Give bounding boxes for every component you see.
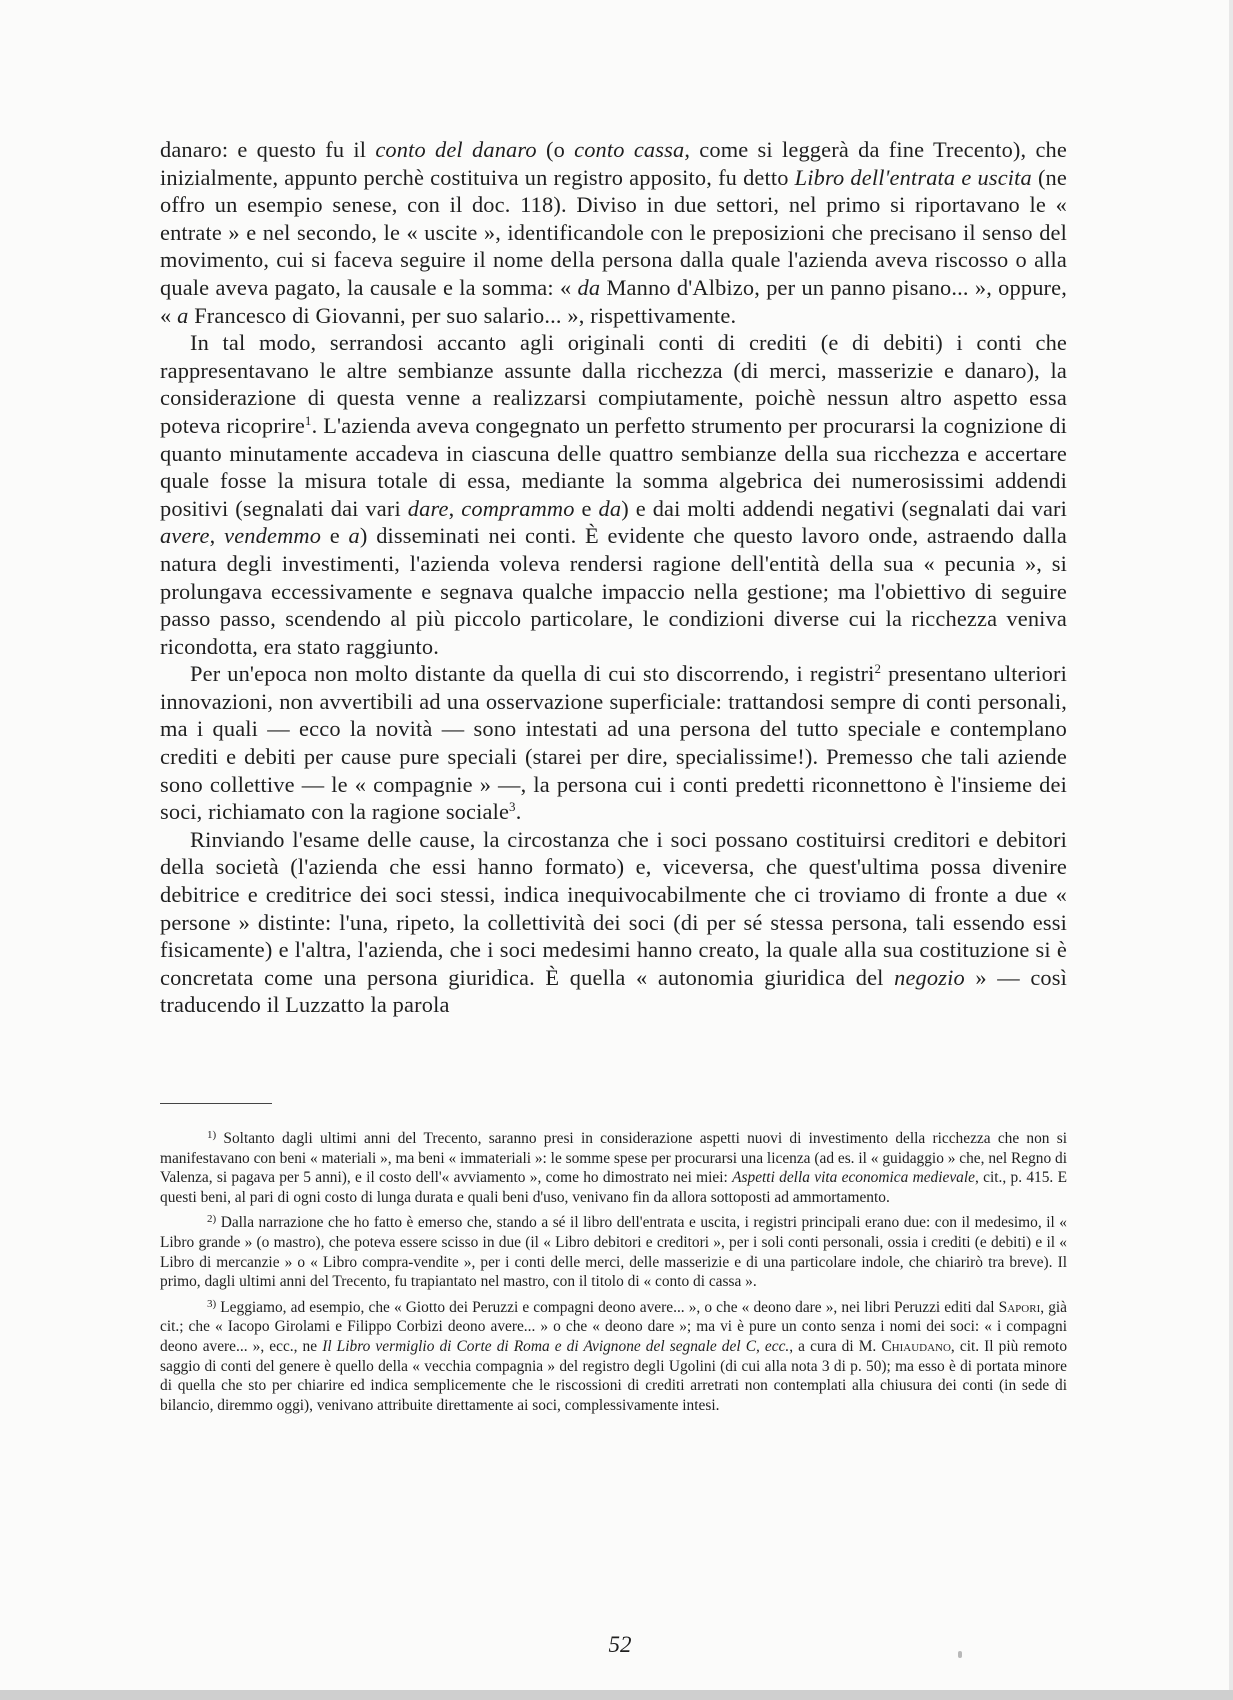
paper-speck [958,1651,962,1658]
paragraph-4: Rinviando l'esame delle cause, la circostanza che i soci possano costituirsi creditori e debitori della società (l'azienda che essi hanno formato) e, viceversa, che quest'ultima possa divenire debitrice e creditrice dei soci stessi, indica inequivocabilmente che ci troviamo di fronte a due « persone » distinte: l'una, ripeto, la collettività dei soci (di per sé stessa persona, tali essendo essi fisicamente) e l'altra, l'azienda, che i soci medesimi hanno creato, la quale alla sua costituzione si è concretata come una persona giuridica. È quella « autonomia giuridica del negozio » — così traducendo il Luzzatto la parola [160,826,1068,1018]
footnote-divider [160,1103,272,1104]
footnote-2: $^{2)}$ Dalla narrazione che ho fatto è emerso che, stando a sé il libro dell'entrata e uscita, i registri principali erano due: con il medesimo, il « Libro grande » (o mastro), che poteva essere scisso in due (il « Libro debitori e creditori », per i soli conti personali, ossia i crediti (e debiti) e il « Libro di mercanzie » o « Libro compra-vendite », per i conti delle merci, delle masserizie e di una particolare indole, che chiarirò tra breve). Il primo, dagli ultimi anni del Trecento, fu trapiantato nel mastro, con il titolo di « conto di cassa ». [160,1213,1067,1291]
footnote-ref-1: 1 [304,412,312,428]
footnote-ref-2: 2 [874,661,882,677]
footnote-3: $^{3)}$ Leggiamo, ad esempio, che « Giotto dei Peruzzi e compagni deono avere... », o che « deono dare », nei libri Peruzzi editi dal Sapori, già cit.; che « Iacopo Girolami e Filippo Corbizi deono avere... » o che « deono dare »; ma vi è pure un conto senza i nomi dei soci: « i compagni deono avere... », ecc., ne Il Libro vermiglio di Corte di Roma e di Avignone del segnale del C, ecc., a cura di M. Chiaudano, cit. Il più remoto saggio di conti del genere è quello della « vecchia compagnia » del registro degli Ugolini (di cui alla nota 3 di p. 50); ma esso è di portata minore di quella che sto per chiarire ed indica semplicemente che le riscossioni di crediti arretrati non contemplati alla chiusura dei conti (in sede di bilancio, diremmo oggi), venivano attribuite direttamente ai soci, complessivamente intesi. [160,1297,1068,1414]
paragraph-3: Per un'epoca non molto distante da quella di cui sto discorrendo, i registri$^2$ presentano ulteriori innovazioni, non avvertibili ad una osservazione superficiale: trattandosi sempre di conti personali, ma i quali — ecco la novità — sono intestati ad una persona del tutto speciale e contemplano crediti e debiti per cause pure speciali (starei per dire, specialissime!). Premesso che tali aziende sono collettive — le « compagnie » —, la persona cui i conti predetti riconnettono è l'insieme dei soci, richiamato con la ragione sociale$^3$. [160,661,1067,825]
footnotes [160,1126,1067,1418]
paragraph-1: danaro: e questo fu il conto del danaro (o conto cassa, come si leggerà da fine Trecento), che inizialmente, appunto perchè costituiva un registro apposito, fu detto Libro dell'entrata e uscita (ne offro un esempio senese, con il doc. 118). Diviso in due settori, nel primo si riportavano le « entrate » e nel secondo, le « uscite », identificandole con le preposizioni che precisano il senso del movimento, cui si faceva seguire il nome della persona dalla quale l'azienda aveva riscosso o alla quale aveva pagato, la causale e la somma: « da Manno d'Albizo, per un panno pisano... », oppure, « a Francesco di Giovanni, per suo salario... », rispettivamente. [160,137,1067,328]
footnote-ref-3: 3 [509,799,516,815]
footnote-1: $^{1)}$ Soltanto dagli ultimi anni del Trecento, saranno presi in considerazione aspetti nuovi di investimento della ricchezza che non si manifestavano con beni « materiali », ma beni « immateriali »: le somme spese per procurarsi una licenza (ad es. il « guidaggio » che, nel Regno di Valenza, si pagava per 5 anni), e il costo dell'« avviamento », come ho dimostrato nei miei: Aspetti della vita economica medievale, cit., p. 415. E questi beni, al pari di ogni costo di lunga durata e quali beni d'uso, venivano fin da allora sottoposti ad ammortamento. [160,1129,1067,1206]
scan-edge-bottom [0,1690,1233,1700]
scan-edge-right [1229,0,1233,1700]
page-number: 52 [608,1632,632,1657]
body-text [160,136,1067,1019]
paragraph-2: In tal modo, serrandosi accanto agli originali conti di crediti (e di debiti) i conti che rappresentavano le altre sembianze assunte dalla ricchezza (di merci, masserizie e danaro), la considerazione di questa venne a realizzarsi compiutamente, poichè nessun altro aspetto essa poteva ricoprire$^1$. L'azienda aveva congegnato un perfetto strumento per procurarsi la cognizione di quanto minutamente accadeva in ciascuna delle quattro sembianze della sua ricchezza e accertare quale fosse la misura totale di essa, mediante la somma algebrica dei numerosissimi addendi positivi (segnalati dai vari dare, comprammo e da) e dai molti addendi negativi (segnalati dai vari avere, vendemmo e a) disseminati nei conti. È evidente che questo lavoro onde, astraendo dalla natura degli investimenti, l'azienda voleva rendersi ragione dell'entità della sua « pecunia », si prolungava eccessivamente e segnava qualche impaccio nella gestione; ma l'obiettivo di seguire passo passo, scendendo al più piccolo particolare, le condizioni diverse cui la ricchezza veniva ricondotta, era stato raggiunto. [160,330,1068,659]
